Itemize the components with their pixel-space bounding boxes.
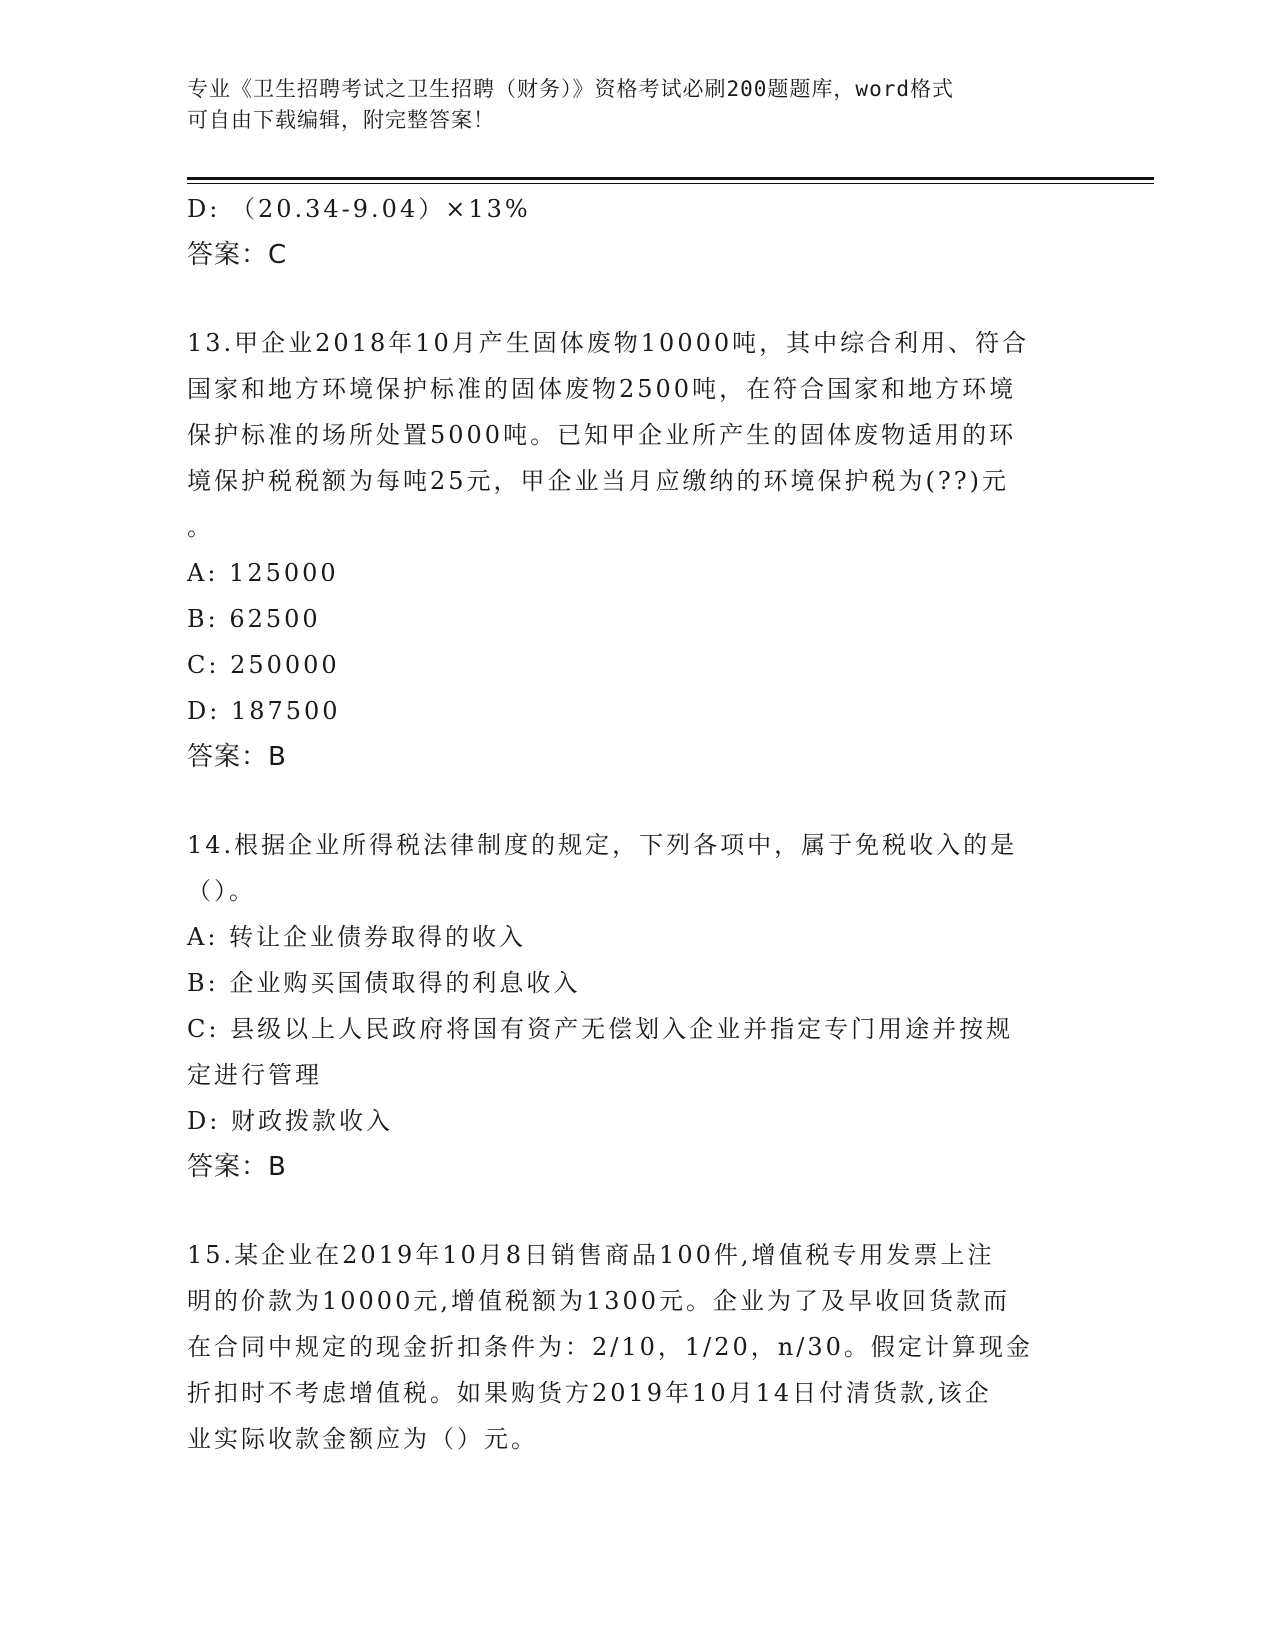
question-15 [187, 1232, 1067, 1462]
header-line-2: 可自由下载编辑，附完整答案！ [187, 108, 495, 132]
q13-text-line: 。 [187, 513, 214, 541]
spacer [187, 1190, 1067, 1232]
q14-option-c: C: 县级以上人民政府将国有资产无偿划入企业并指定专门用途并按规 [187, 1015, 1014, 1043]
prev-answer: 答案：C [187, 240, 288, 270]
q15-text-line: 折扣时不考虑增值税。如果购货方2019年10月14日付清货款,该企 [187, 1379, 992, 1407]
q15-text-line: 业实际收款金额应为（）元。 [187, 1425, 538, 1453]
spacer [187, 278, 1067, 320]
document-body [187, 186, 1067, 1462]
q13-option-b: B: 62500 [187, 605, 321, 633]
q13-text-line: 境保护税税额为每吨25元，甲企业当月应缴纳的环境保护税为(??)元 [187, 467, 1009, 495]
q14-option-c-cont: 定进行管理 [187, 1061, 322, 1089]
q14-answer: 答案：B [187, 1152, 287, 1182]
document-header [187, 74, 1067, 136]
q14-text-line: （）。 [187, 877, 256, 905]
question-13 [187, 320, 1067, 780]
header-rule-thick [187, 177, 1154, 180]
q13-option-d: D: 187500 [187, 697, 341, 725]
header-line-1: 专业《卫生招聘考试之卫生招聘（财务）》资格考试必刷200题题库，word格式 [187, 77, 954, 101]
q15-text-line: 在合同中规定的现金折扣条件为：2/10，1/20，n/30。假定计算现金 [187, 1333, 1033, 1361]
question-14 [187, 822, 1067, 1190]
q15-text-line: 15.某企业在2019年10月8日销售商品100件,增值税专用发票上注 [187, 1241, 995, 1269]
spacer [187, 780, 1067, 822]
q14-text-line: 14.根据企业所得税法律制度的规定，下列各项中，属于免税收入的是 [187, 831, 1018, 859]
q13-text-line: 13.甲企业2018年10月产生固体废物10000吨，其中综合利用、符合 [187, 329, 1030, 357]
q13-text-line: 国家和地方环境保护标准的固体废物2500吨，在符合国家和地方环境 [187, 375, 1017, 403]
q13-option-a: A: 125000 [187, 559, 339, 587]
q14-option-a: A: 转让企业债券取得的收入 [187, 923, 527, 951]
q15-text-line: 明的价款为10000元,增值税额为1300元。企业为了及早收回货款而 [187, 1287, 1011, 1315]
q13-option-c: C: 250000 [187, 651, 340, 679]
prev-option-d: D: （20.34-9.04）×13% [187, 195, 531, 223]
q13-answer: 答案：B [187, 742, 287, 772]
q14-option-d: D: 财政拨款收入 [187, 1107, 393, 1135]
q14-option-b: B: 企业购买国债取得的利息收入 [187, 969, 581, 997]
q13-text-line: 保护标准的场所处置5000吨。已知甲企业所产生的固体废物适用的环 [187, 421, 1017, 449]
header-rule-thin [187, 183, 1154, 184]
